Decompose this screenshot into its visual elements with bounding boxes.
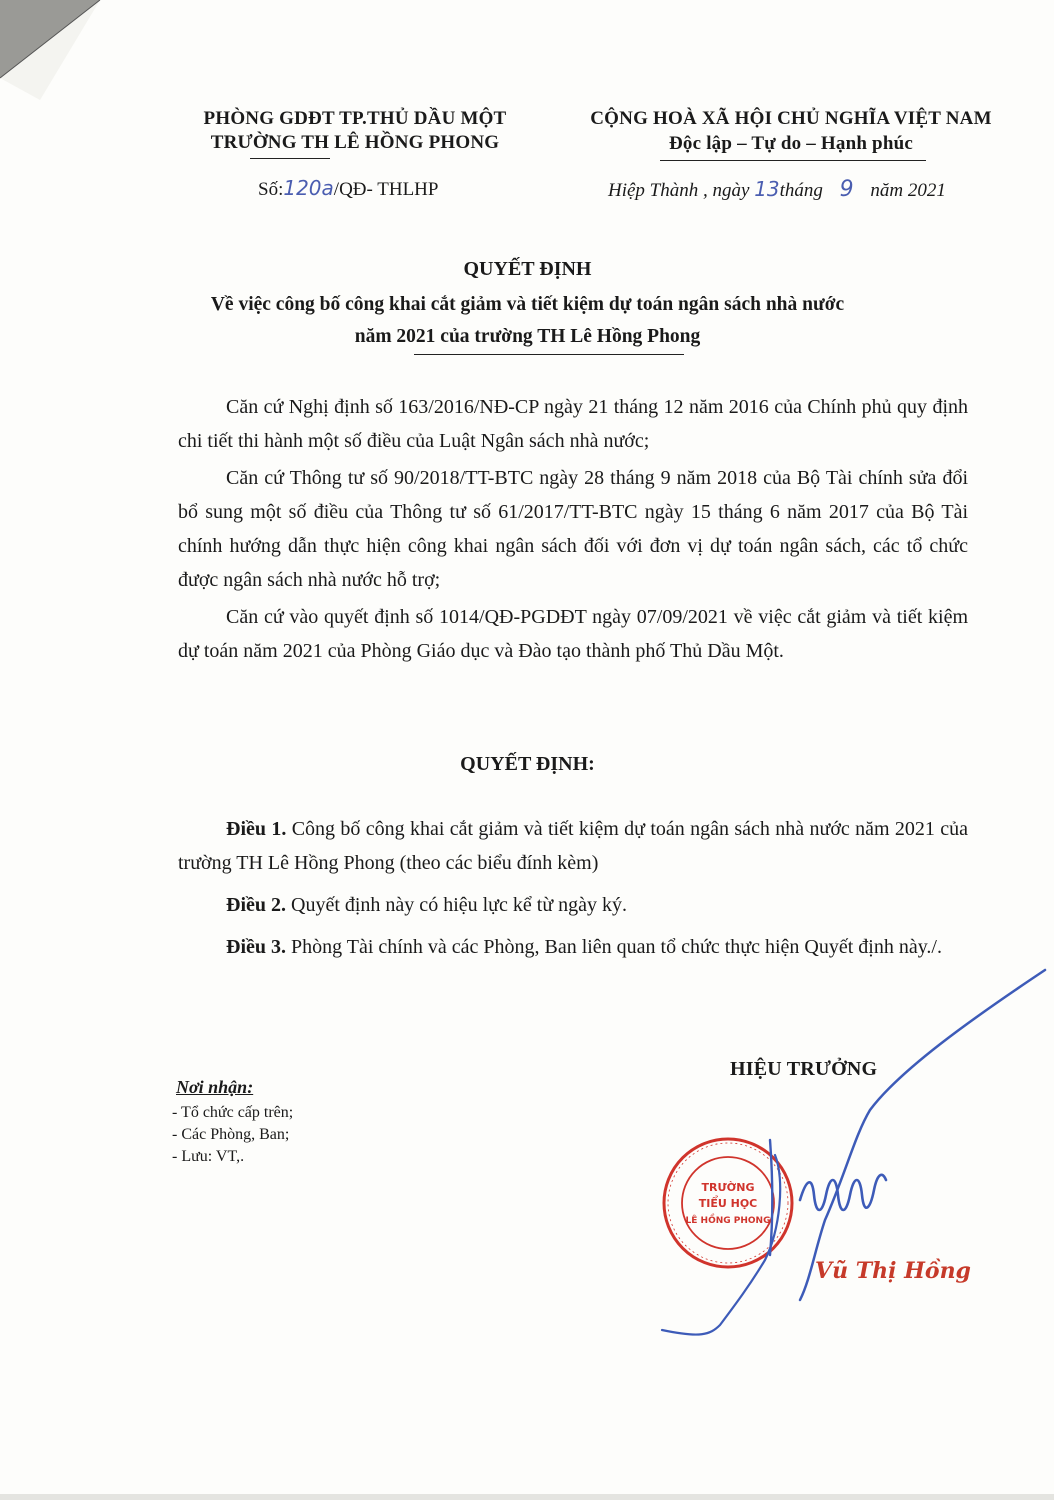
basis-item: Căn cứ Thông tư số 90/2018/TT-BTC ngày 28 tháng 9 năm 2018 của Bộ Tài chính sửa đổi bổ sung một số điều của Thông tư số 61/2017/TT-BTC ngày 15 tháng 6 năm 2017 của Bộ Tài chính hướng dẫn thực hiện công khai ngân sách đối với đơn vị dự toán ngân sách, các tổ chức được ngân sách nhà nước hỗ trợ; <box>178 467 968 591</box>
decision-subject-line2: năm 2021 của trường TH Lê Hồng Phong <box>354 326 701 347</box>
article-item: Điều 2. Quyết định này có hiệu lực kể từ ngày ký. <box>226 894 628 916</box>
recipients-heading: Nơi nhận: <box>176 1077 254 1097</box>
recipient-item: - Các Phòng, Ban; <box>172 1126 290 1143</box>
national-title: CỘNG HOÀ XÃ HỘI CHỦ NGHĨA VIỆT NAM <box>590 108 992 129</box>
decision-heading: QUYẾT ĐỊNH: <box>460 753 595 775</box>
agency-name: PHÒNG GDĐT TP.THỦ DẦU MỘT <box>203 108 507 129</box>
header-left-underline <box>250 158 330 159</box>
recipients-list <box>172 1102 293 1168</box>
handwritten-month: 9 <box>839 177 854 202</box>
svg-text:TRƯỜNG: TRƯỜNG <box>701 1181 755 1194</box>
signer-name: Vũ Thị Hồng <box>815 1258 971 1284</box>
handwritten-day: 13 <box>754 177 780 201</box>
article-label: Điều 1. <box>226 818 287 840</box>
basis-item: Căn cứ Nghị định số 163/2016/NĐ-CP ngày 21 tháng 12 năm 2016 của Chính phủ quy định chi tiết thi hành một số điều của Luật Ngân sách nhà nước; <box>178 396 968 452</box>
article-item: Điều 1. Công bố công khai cắt giảm và tiết kiệm dự toán ngân sách nhà nước năm 2021 của trường TH Lê Hồng Phong (theo các biểu đính kèm) <box>178 818 969 874</box>
scan-edge <box>0 1494 1054 1500</box>
legal-bases <box>178 390 968 671</box>
article-item: Điều 3. Phòng Tài chính và các Phòng, Ban liên quan tổ chức thực hiện Quyết định này./. <box>226 936 942 958</box>
handwritten-number: 120a <box>283 176 334 200</box>
school-name: TRƯỜNG TH LÊ HỒNG PHONG <box>210 132 500 153</box>
recipient-item: - Tổ chức cấp trên; <box>172 1104 294 1121</box>
folded-corner <box>0 0 110 110</box>
decision-title: QUYẾT ĐỊNH <box>463 258 592 280</box>
signer-title: HIỆU TRƯỞNG <box>730 1058 878 1080</box>
recipient-item: - Lưu: VT,. <box>172 1148 245 1165</box>
article-label: Điều 3. <box>226 936 286 958</box>
motto-underline <box>660 160 926 161</box>
subject-underline <box>414 354 684 355</box>
document-number: Số:120a/QĐ- THLHP <box>258 176 439 200</box>
date-line: Hiệp Thành , ngày 13tháng 9 năm 2021 <box>608 177 946 202</box>
national-motto: Độc lập – Tự do – Hạnh phúc <box>669 133 913 154</box>
svg-text:TIỂU HỌC: TIỂU HỌC <box>698 1197 758 1210</box>
articles <box>178 812 968 967</box>
article-label: Điều 2. <box>226 894 286 916</box>
basis-item: Căn cứ vào quyết định số 1014/QĐ-PGDĐT ngày 07/09/2021 về việc cắt giảm và tiết kiệm dự toán năm 2021 của Phòng Giáo dục và Đào tạo thành phố Thủ Dầu Một. <box>178 606 968 662</box>
decision-subject-line1: Về việc công bố công khai cắt giảm và tiết kiệm dự toán ngân sách nhà nước <box>210 294 845 315</box>
svg-text:LÊ HỒNG PHONG: LÊ HỒNG PHONG <box>685 1216 771 1226</box>
